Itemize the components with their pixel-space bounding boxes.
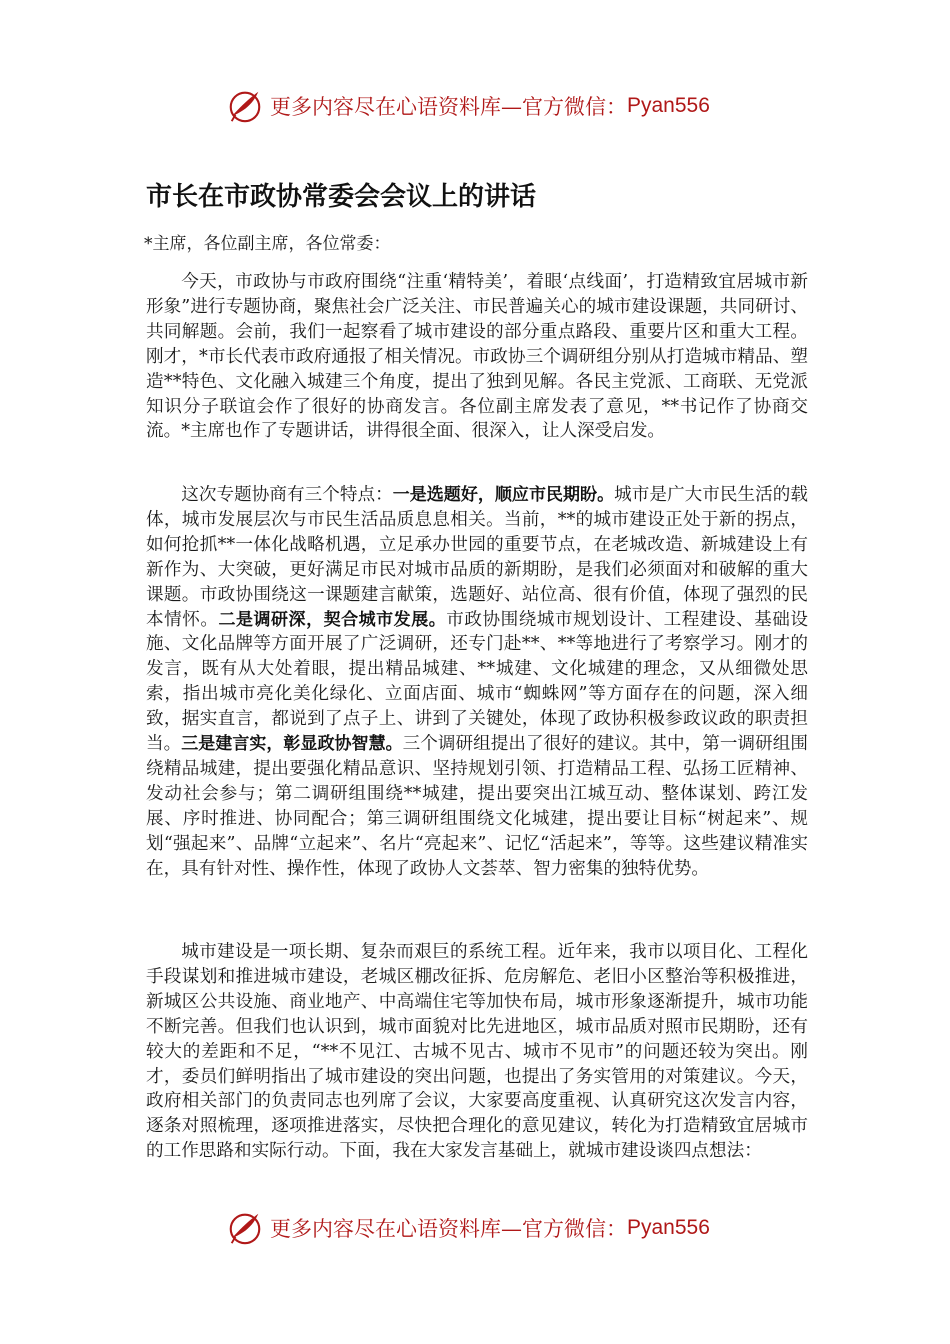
- key-point-2: 二是调研深，契合城市发展。: [218, 609, 447, 630]
- banner-text: 更多内容尽在心语资料库—官方微信：: [270, 95, 627, 119]
- paragraph-text: 三个调研组提出了很好的建议。其中，第一调研组围绕精品城建，提出要强化精品意识、坚持规划引领、打造精品工程、弘扬工匠精神、发动社会参与；第二调研组围绕**城建，提出要突出江城互动、整体谋划、跨江发展、序时推进、协同配合；第三调研组围绕文化城建，提出要让目标“树起来”、规划“强起来”、品牌“立起来”、名片“亮起来”、记忆“活起来”，等等。这些建议精准实在，具有针对性、操作性，体现了政协人文荟萃、智力密集的独特优势。: [146, 734, 808, 879]
- banner-text: 更多内容尽在心语资料库—官方微信：: [270, 1217, 627, 1241]
- paragraph-city-construction: 城市建设是一项长期、复杂而艰巨的系统工程。近年来，我市以项目化、工程化手段谋划和推进城市建设，老城区棚改征拆、危房解危、老旧小区整治等积极推进，新城区公共设施、商业地产、中高端住宅等加快布局，城市形象逐渐提升，城市功能不断完善。但我们也认识到，城市面貌对比先进地区，城市品质对照市民期盼，还有较大的差距和不足，“**不见江、古城不见古、城市不见市”的问题还较为突出。刚才，委员们鲜明指出了城市建设的突出问题，也提出了务实管用的对策建议。今天，政府相关部门的负责同志也列席了会议，大家要高度重视、认真研究这次发言内容，逐条对照梳理，逐项推进落实，尽快把合理化的意见建议，转化为打造精致宜居城市的工作思路和实际行动。下面，我在大家发言基础上，就城市建设谈四点想法：: [146, 942, 808, 1162]
- salutation: *主席，各位副主席，各位常委：: [144, 234, 391, 254]
- key-point-3: 三是建言实，彰显政协智慧。: [181, 734, 403, 755]
- paragraph-text: 市政协围绕城市规划设计、工程建设、基础设施、文化品牌等方面开展了广泛调研，还专门赴**、**等地进行了考察学习。刚才的发言，既有从大处着眼，提出精品城建、**城建、文化城建的理念，又从细微处思索，指出城市亮化美化绿化、立面店面、城市“蜘蛛网”等方面存在的问题，深入细致，据实直言，都说到了点子上、讲到了关键处，体现了政协积极参政议政的职责担当。: [146, 609, 808, 755]
- paragraph-text: 城市是广大市民生活的载体，城市发展层次与市民生活品质息息相关。当前，**的城市建设正处于新的拐点，如何抢抓**一体化战略机遇，立足承办世园的重要节点，在老城改造、新城建设上有新作为、大突破，更好满足市民对城市品质的新期盼，是我们必须面对和破解的重大课题。市政协围绕这一课题建言献策，选题好、站位高、很有价值，体现了强烈的民本情怀。: [146, 485, 808, 630]
- header-watermark-banner: [226, 86, 710, 126]
- paragraph-features: [146, 483, 808, 882]
- banner-account: Pyan556: [627, 94, 710, 117]
- key-point-1: 一是选题好，顺应市民期盼。: [392, 485, 615, 505]
- leaf-pen-logo-icon: [226, 1209, 264, 1247]
- leaf-pen-logo-icon: [226, 87, 264, 125]
- paragraph-text: 这次专题协商有三个特点：: [181, 485, 393, 505]
- banner-account: Pyan556: [627, 1216, 710, 1239]
- document-title: 市长在市政协常委会会议上的讲话: [146, 182, 537, 212]
- paragraph-intro: 今天，市政协与市政府围绕“注重‘精特美’，着眼‘点线面’，打造精致宜居城市新形象”进行专题协商，聚焦社会广泛关注、市民普遍关心的城市建设课题，共同研讨、共同解题。会前，我们一起察看了城市建设的部分重点路段、重要片区和重大工程。刚才，*市长代表市政府通报了相关情况。市政协三个调研组分别从打造城市精品、塑造**特色、文化融入城建三个角度，提出了独到见解。各民主党派、工商联、无党派知识分子联谊会作了很好的协商发言。各位副主席发表了意见，**书记作了协商交流。*主席也作了专题讲话，讲得很全面、很深入，让人深受启发。: [146, 272, 808, 442]
- footer-watermark-banner: [226, 1208, 710, 1248]
